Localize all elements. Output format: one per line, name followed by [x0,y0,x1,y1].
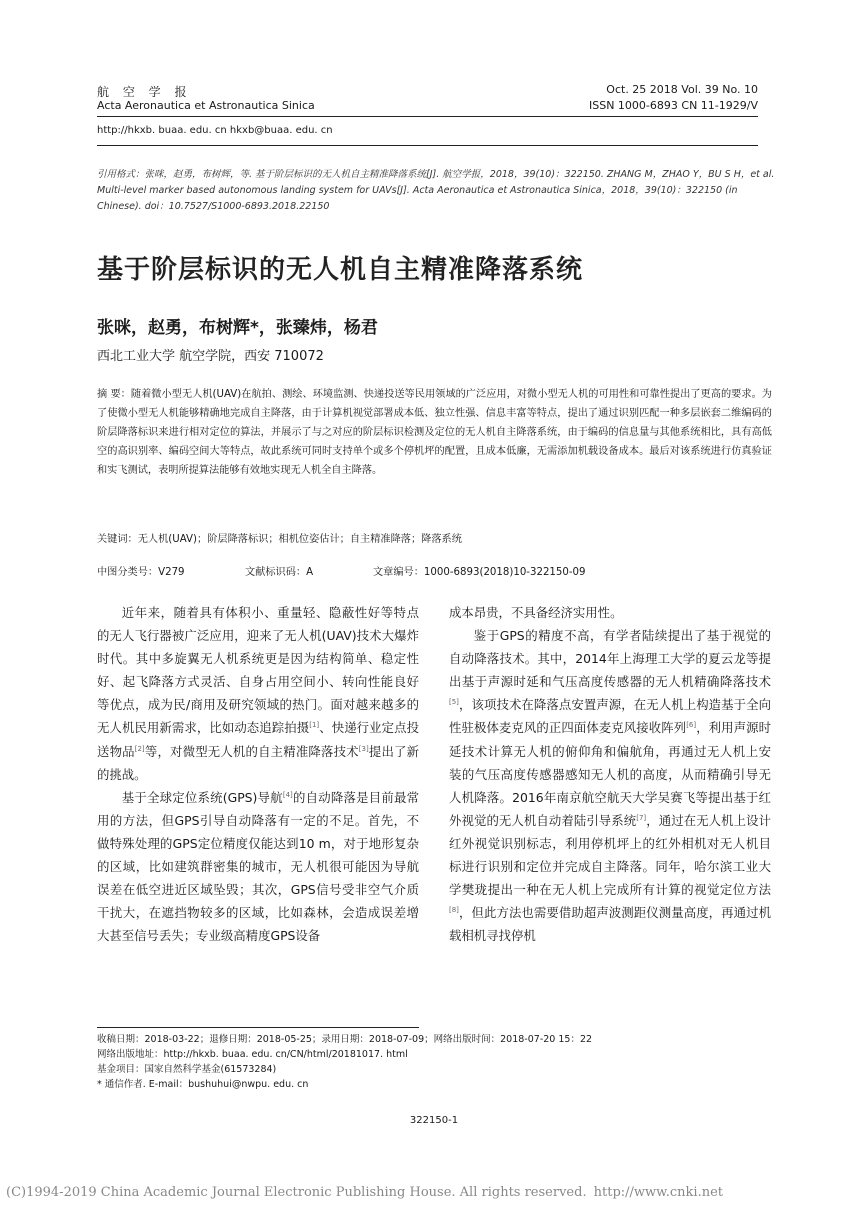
paper-authors: 张咪，赵勇，布树辉*，张臻炜，杨君 [97,318,378,338]
footnote-funding: 基金项目：国家自然科学基金(61573284) [97,1064,277,1075]
abstract: 摘 要：随着微小型无人机(UAV)在航拍、测绘、环境监测、快递投送等民用领域的广泛应用，对微小型无人机的可用性和可靠性提出了更高的要求。为了使微小型无人机能够精确地完成自主降落，由于计算机视觉部署成本低、独立性强、信息丰富等特点，提出了通过识别匹配一种多层嵌套二维编码的阶层降落标识来进行相对定位的算法，并展示了与之对应的阶层标识检测及定位的无人机自主降落系统，由于编码的信息量与其他系统相比，具有高低空的高识别率、编码空间大等特点，故此系统可同时支持单个或多个停机坪的配置，且成本低廉，无需添加机载设备成本。最后对该系统进行仿真验证和实飞测试，表明所提算法能够有效地实现无人机全自主降落。 [97,389,772,476]
paragraph: 基于全球定位系统(GPS)导航[4]的自动降落是目前最常用的方法，但GPS引导自动降落有一定的不足。首先，不做特殊处理的GPS定位精度仅能达到10 m，对于地形复杂的区域，比如建筑群密集的城市，无人机很可能因为导航误差在低空进近区域坠毁；其次，GPS信号受非空气介质干扰大，在遮挡物较多的区域，比如森林，会造成误差增大甚至信号丢失；专业级高精度GPS设备 [97,789,420,944]
clc-number: 中图分类号：V279 [97,567,185,578]
copyright-notice: (C)1994-2019 China Academic Journal Electronic Publishing House. All rights reserved. [6,1185,587,1200]
keywords: 关键词：无人机(UAV)；阶层降落标识；相机位姿估计；自主精准降落；降落系统 [97,534,462,545]
footnote-online-url[interactable]: 网络出版地址：http://hkxb. buaa. edu. cn/CN/html/20181017. html [97,1049,408,1060]
affiliation: 西北工业大学 航空学院，西安 710072 [97,349,324,364]
paragraph: 成本昂贵，不具备经济实用性。 [449,605,623,620]
cnki-link[interactable]: http://www.cnki.net [593,1185,723,1200]
issn-cn: ISSN 1000-6893 CN 11-1929/V [589,99,758,112]
body-column-left [97,601,419,947]
journal-name-cn: 航 空 学 报 [97,85,192,99]
issue-date-volume: Oct. 25 2018 Vol. 39 No. 10 [606,83,758,96]
document-code: 文献标识码：A [245,567,314,578]
footnote-rule [97,1027,419,1028]
header-rule [97,116,758,117]
body-column-right [449,601,771,947]
footnote-dates: 收稿日期：2018-03-22；退修日期：2018-05-25；录用日期：2018-07-09；网络出版时间：2018-07-20 15：22 [97,1034,593,1045]
article-number: 文章编号：1000-6893(2018)10-322150-09 [373,567,586,578]
paragraph: 鉴于GPS的精度不高，有学者陆续提出了基于视觉的自动降落技术。其中，2014年上海理工大学的夏云龙等提出基于声源时延和气压高度传感器的无人机精确降落技术[5]，该项技术在降落点安置声源，在无人机上构造基于全向性驻极体麦克风的正四面体麦克风接收阵列[6]，利用声源时延技术计算无人机的俯仰角和偏航角，再通过无人机上安装的气压高度传感器感知无人机的高度，从而精确引导无人机降落。2016年南京航空航天大学吴赛飞等提出基于红外视觉的无人机自动着陆引导系统[7]，通过在无人机上设计红外视觉识别标志，利用停机坪上的红外相机对无人机目标进行识别和定位并完成自主降落。同年，哈尔滨工业大学樊珑提出一种在无人机上完成所有计算的视觉定位方法[8]，但此方法也需要借助超声波测距仪测量高度，再通过机载相机寻找停机 [449,628,772,944]
paragraph: 近年来，随着具有体积小、重量轻、隐蔽性好等特点的无人飞行器被广泛应用，迎来了无人机(UAV)技术大爆炸时代。其中多旋翼无人机系统更是因为结构简单、稳定性好、起飞降落方式灵活、自身占用空间小、转向性能良好等优点，成为民/商用及研究领域的热门。面对越来越多的无人机民用新需求，比如动态追踪拍摄[1]、快递行业定点投送物品[2]等，对微型无人机的自主精准降落技术[3]提出了新的挑战。 [97,605,420,782]
journal-name-en: Acta Aeronautica et Astronautica Sinica [97,99,315,112]
header-rule-2 [97,145,758,146]
journal-contact[interactable]: http://hkxb. buaa. edu. cn hkxb@buaa. edu. cn [97,125,333,136]
footnote-corresponding-author: * 通信作者. E-mail：bushuhui@nwpu. edu. cn [97,1079,309,1090]
paper-title: 基于阶层标识的无人机自主精准降落系统 [97,255,584,285]
page-number: 322150-1 [409,1115,459,1126]
citation-format: 引用格式：张咪，赵勇，布树辉，等. 基于阶层标识的无人机自主精准降落系统[J]. 航空学报，2018，39(10)：322150. ZHANG M，ZHAO Y，BU S H，et al. Multi-level marker based autonomous landing system for UAVs[J]. Acta Aeronautica et Astronautica Sinica，2018，39(10)：322150 (in Chinese). doi：10.7527/S1000-6893.2018.22150 [97,169,775,212]
